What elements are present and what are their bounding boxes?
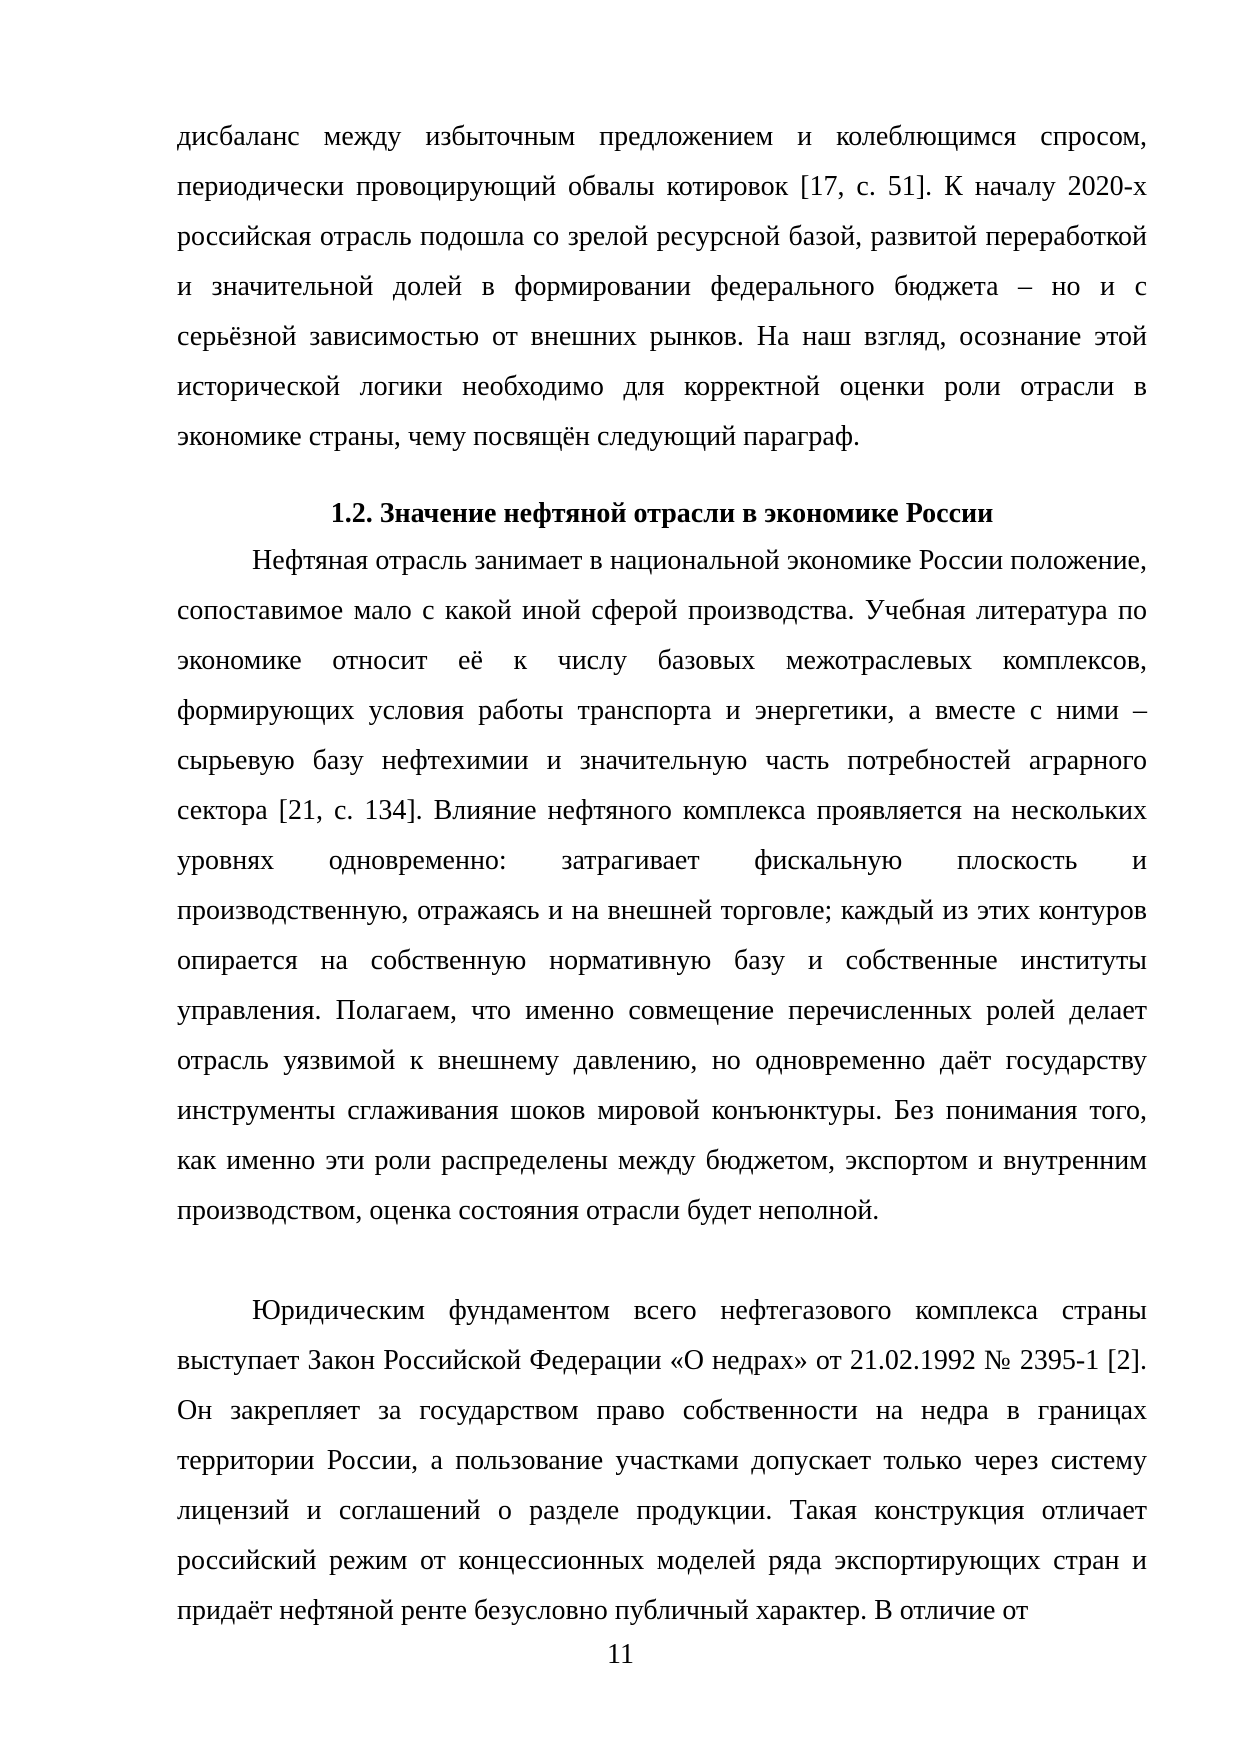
section-heading: 1.2. Значение нефтяной отрасли в экономике России xyxy=(330,498,994,529)
body-paragraph-3: Юридическим фундаментом всего нефтегазового комплекса страны выступает Закон Российской Федерации «О недрах» от 21.02.1992 № 2395-1 [2]. Он закрепляет за государством право собственности на недра в границах территории России, а пользование участками допускает только через систему лицензий и соглашений о разделе продукции. Такая конструкция отличает российский режим от концессионных моделей ряда экспортирующих стран и придаёт нефтяной ренте безусловно публичный характер. В отличие от xyxy=(177,1295,1147,1626)
body-paragraph-1: дисбаланс между избыточным предложением и колеблющимся спросом, периодически провоцирующий обвалы котировок [17, с. 51]. К началу 2020-х российская отрасль подошла со зрелой ресурсной базой, развитой переработкой и значительной долей в формировании федерального бюджета – но и с серьёзной зависимостью от внешних рынков. На наш взгляд, осознание этой исторической логики необходимо для корректной оценки роли отрасли в экономике страны, чему посвящён следующий параграф. xyxy=(177,121,1147,452)
page-number: 11 xyxy=(607,1639,634,1670)
body-paragraph-2: Нефтяная отрасль занимает в национальной экономике России положение, сопоставимое мало с какой иной сферой производства. Учебная литература по экономике относит её к числу базовых межотраслевых комплексов, формирующих условия работы транспорта и энергетики, а вместе с ними – сырьевую базу нефтехимии и значительную часть потребностей аграрного сектора [21, с. 134]. Влияние нефтяного комплекса проявляется на нескольких уровнях одновременно: затрагивает фискальную плоскость и производственную, отражаясь и на внешней торговле; каждый из этих контуров опирается на собственную нормативную базу и собственные институты управления. Полагаем, что именно совмещение перечисленных ролей делает отрасль уязвимой к внешнему давлению, но одновременно даёт государству инструменты сглаживания шоков мировой конъюнктуры. Без понимания того, как именно эти роли распределены между бюджетом, экспортом и внутренним производством, оценка состояния отрасли будет неполной. xyxy=(177,545,1147,1226)
